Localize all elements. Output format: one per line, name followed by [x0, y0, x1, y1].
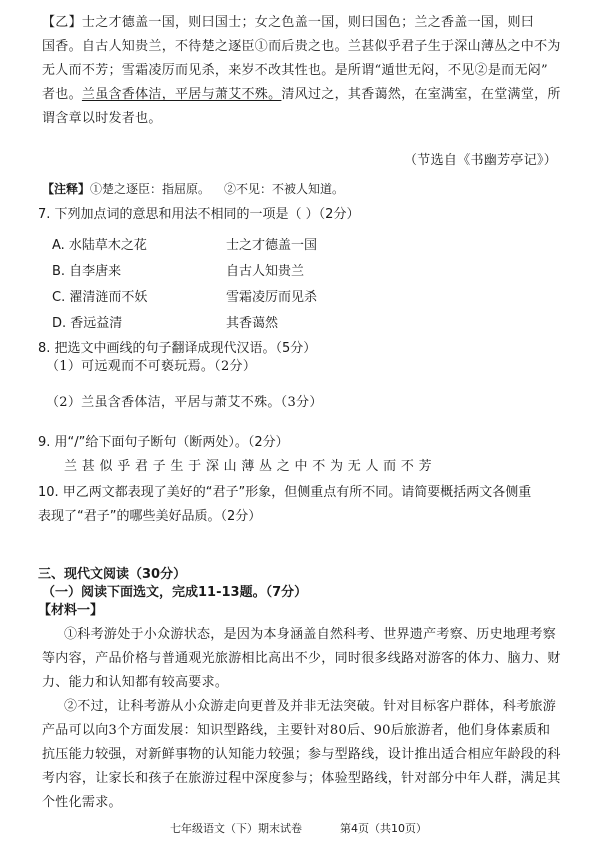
material-p2-line-5: 个性化需求。 — [42, 795, 122, 810]
note-2: ②不见：不被人知道。 — [224, 182, 345, 196]
passage-yi-line-1: 【乙】士之才德盖一国，则曰国士；女之色盖一国，则曰国色；兰之香盖一国，则曰 — [42, 15, 535, 30]
material-p1-line-1: ①科考游处于小众游状态，是因为本身涵盖自然科考、世界遗产考察、历史地理考察 — [64, 627, 557, 642]
section-3-subtitle: （一）阅读下面选文，完成11-13题。（7分） — [42, 585, 308, 600]
q9-stem: 9. 用“/”给下面句子断句（断两处）。（2分） — [38, 435, 289, 450]
q7-option-d-left: D. 香远益清 — [52, 316, 123, 331]
q7-option-a-left: A. 水陆草木之花 — [52, 238, 147, 253]
material-1-label: 【材料一】 — [38, 603, 104, 618]
footer-page-number: 第4页（共10页） — [340, 822, 427, 835]
q7-stem: 7. 下列加点词的意思和用法不相同的一项是（ ）（2分） — [38, 207, 360, 222]
q8-sub-2: （2）兰虽含香体洁，平居与萧艾不殊。（3分） — [46, 395, 323, 410]
q10-line-2: 表现了“君子”的哪些美好品质。（2分） — [38, 509, 262, 524]
q8-sub-1: （1）可远观而不可亵玩焉。（2分） — [46, 359, 257, 374]
q9-sentence: 兰 甚 似 乎 君 子 生 于 深 山 薄 丛 之 中 不 为 无 人 而 不 芳 — [64, 459, 432, 474]
underlined-sentence: 兰虽含香体洁，平居与萧艾不殊。 — [81, 87, 282, 102]
passage-yi-line-3: 无人而不芳；雪霜凌厉而见杀，来岁不改其性也。是所谓“遁世无闷，不见②是而无闷” — [42, 63, 548, 78]
note-label: 【注释】 — [42, 182, 91, 196]
passage-yi-line-2: 国香。自古人知贵兰，不待楚之逐臣①而后贵之也。兰甚似乎君子生于深山薄丛之中不为 — [42, 39, 561, 54]
passage-yi-line-4 — [42, 86, 561, 104]
passage-yi-line-4-end: 清风过之，其香蔼然，在室满室，在堂满堂，所 — [281, 87, 561, 102]
passage-source: （节选自《书幽芳亭记》） — [404, 153, 558, 168]
passage-yi-line-5: 谓含章以时发者也。 — [42, 111, 162, 126]
q7-option-c-left: C. 濯清涟而不妖 — [52, 290, 148, 305]
q7-option-b-right: 自古人知贵兰 — [226, 264, 305, 279]
section-3-title: 三、现代文阅读（30分） — [38, 567, 187, 582]
q8-stem: 8. 把选文中画线的句子翻译成现代汉语。（5分） — [38, 341, 317, 356]
footer-title: 七年级语文（下）期末试卷 — [170, 822, 302, 835]
q7-option-c-right: 雪霜凌厉而见杀 — [226, 290, 318, 305]
material-p2-line-2: 产品可以向3个方面发展：知识型路线，主要针对80后、90后旅游者，他们身体素质和 — [42, 723, 551, 738]
note-1: ①楚之逐臣：指屈原。 — [90, 182, 211, 196]
q7-option-d-right: 其香蔼然 — [226, 316, 279, 331]
material-p2-line-1: ②不过，让科考游从小众游走向更普及并非无法突破。针对目标客户群体，科考旅游 — [64, 699, 557, 714]
material-p2-line-4: 考内容，让家长和孩子在旅游过程中深度参与；体验型路线，针对部分中年人群，满足其 — [42, 771, 561, 786]
passage-yi-line-4-start: 者也。 — [42, 87, 82, 102]
q7-option-a-right: 士之才德盖一国 — [226, 238, 318, 253]
q10-line-1: 10. 甲乙两文都表现了美好的“君子”形象，但侧重点有所不同。请简要概括两文各侧重 — [38, 485, 532, 500]
note — [42, 180, 344, 198]
material-p2-line-3: 抗压能力较强，对新鲜事物的认知能力较强；参与型路线，设计推出适合相应年龄段的科 — [42, 747, 561, 762]
material-p1-line-2: 等内容，产品价格与普通观光旅游相比高出不少，同时很多线路对游客的体力、脑力、财 — [42, 651, 561, 666]
q7-option-b-left: B. 自李唐来 — [52, 264, 122, 279]
material-p1-line-3: 力、能力和认知都有较高要求。 — [42, 675, 229, 690]
